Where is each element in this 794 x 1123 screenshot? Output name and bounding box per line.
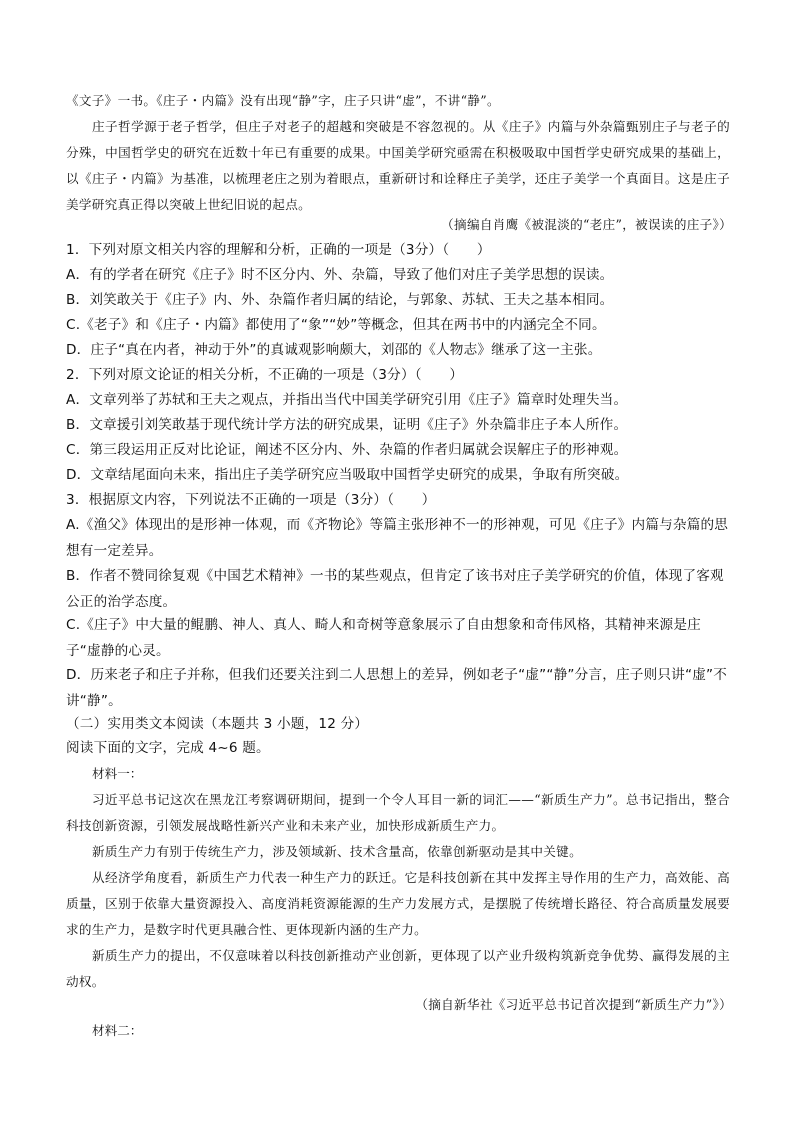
question-2-option-b[interactable]: B．文章援引刘笑敢基于现代统计学方法的研究成果，证明《庄子》外杂篇非庄子本人所作。 [66,417,628,433]
question-2-option-a[interactable]: A．文章列举了苏轼和王夫之观点，并指出当代中国美学研究引用《庄子》篇章时处理失当。 [66,392,628,408]
passage-source: （摘编自肖鹰《被混淡的“老庄”，被误读的庄子》） [441,217,732,232]
question-3-stem: 3．根据原文内容，下列说法不正确的一项是（3分）（ ） [66,492,436,508]
question-1-option-a[interactable]: A．有的学者在研究《庄子》时不区分内、外、杂篇，导致了他们对庄子美学思想的误读。 [66,267,614,283]
question-3-option-b[interactable]: B．作者不赞同徐复观《中国艺术精神》一书的某些观点，但肯定了该书对庄子美学研究的价值，体现了客观公正的治学态度。 [66,568,724,610]
question-1-option-c[interactable]: C.《老子》和《庄子・内篇》都使用了“象”“妙”等概念，但其在两书中的内涵完全不同。 [66,317,606,333]
question-1-option-b[interactable]: B．刘笑敢关于《庄子》内、外、杂篇作者归属的结论，与郭象、苏轼、王夫之基本相同。 [66,292,614,308]
question-1-stem: 1．下列对原文相关内容的理解和分析，正确的一项是（3分）（ ） [66,242,491,258]
passage-paragraph: 庄子哲学源于老子哲学，但庄子对老子的超越和突破是不容忽视的。从《庄子》内篇与外杂篇甄别庄子与老子的分殊，中国哲学史的研究在近数十年已有重要的成果。中国美学研究亟需在积极吸取中国哲学史研究成果的基础上，以《庄子・内篇》为基准，以梳理老庄之别为着眼点，重新研讨和诠释庄子美学，还庄子美学一个真面目。这是庄子美学研究真正得以突破上世纪旧说的起点。 [66,119,730,212]
question-2-option-c[interactable]: C．第三段运用正反对比论证，阐述不区分内、外、杂篇的作者归属就会误解庄子的形神观。 [66,442,628,458]
question-3-option-d[interactable]: D．历来老子和庄子并称，但我们还要关注到二人思想上的差异，例如老子“虚”“静”分言，庄子则只讲“虚”不讲“静”。 [66,667,728,709]
material-2-label: 材料二： [92,1023,143,1038]
material-1-paragraph-4: 新质生产力的提出，不仅意味着以科技创新推动产业创新，更体现了以产业升级构筑新竞争优势、赢得发展的主动权。 [66,948,730,989]
question-2-stem: 2．下列对原文论证的相关分析，不正确的一项是（3分）（ ） [66,367,464,383]
question-1-option-d[interactable]: D．庄子“真在内者，神动于外”的真诚观影响颇大，刘邵的《人物志》继承了这一主张。 [66,342,602,358]
material-1-paragraph-2: 新质生产力有别于传统生产力，涉及领域新、技术含量高，依靠创新驱动是其中关键。 [92,844,582,859]
question-3-option-a[interactable]: A.《渔父》体现出的是形神一体观，而《齐物论》等篇主张形神不一的形神观，可见《庄子》内篇与杂篇的思想有一定差异。 [66,517,729,559]
question-3-option-c[interactable]: C.《庄子》中大量的鲲鹏、神人、真人、畸人和奇树等意象展示了自由想象和奇伟风格，其精神来源是庄子“虚静的心灵。 [66,617,701,659]
material-1-paragraph-1: 习近平总书记这次在黑龙江考察调研期间，提到一个令人耳目一新的词汇——“新质生产力”。总书记指出，整合科技创新资源，引领发展战略性新兴产业和未来产业，加快形成新质生产力。 [66,792,730,833]
question-2-option-d[interactable]: D．文章结尾面向未来，指出庄子美学研究应当吸取中国哲学史研究的成果，争取有所突破。 [66,467,629,483]
material-1-paragraph-3: 从经济学角度看，新质生产力代表一种生产力的跃迁。它是科技创新在其中发挥主导作用的生产力，高效能、高质量，区别于依靠大量资源投入、高度消耗资源能源的生产力发展方式，是摆脱了传统增长路径、符合高质量发展要求的生产力，是数字时代更具融合性、更体现新内涵的生产力。 [66,870,730,937]
material-1-label: 材料一： [92,766,143,781]
section-instruction: 阅读下面的文字，完成 4~6 题。 [66,740,270,756]
passage-paragraph-end: 《文子》一书。《庄子・内篇》没有出现“静”字，庄子只讲“虚”，不讲“静”。 [66,93,500,108]
material-1-source: （摘自新华社《习近平总书记首次提到“新质生产力”》） [415,997,732,1012]
section-heading: （二）实用类文本阅读（本题共 3 小题，12 分） [66,716,369,732]
